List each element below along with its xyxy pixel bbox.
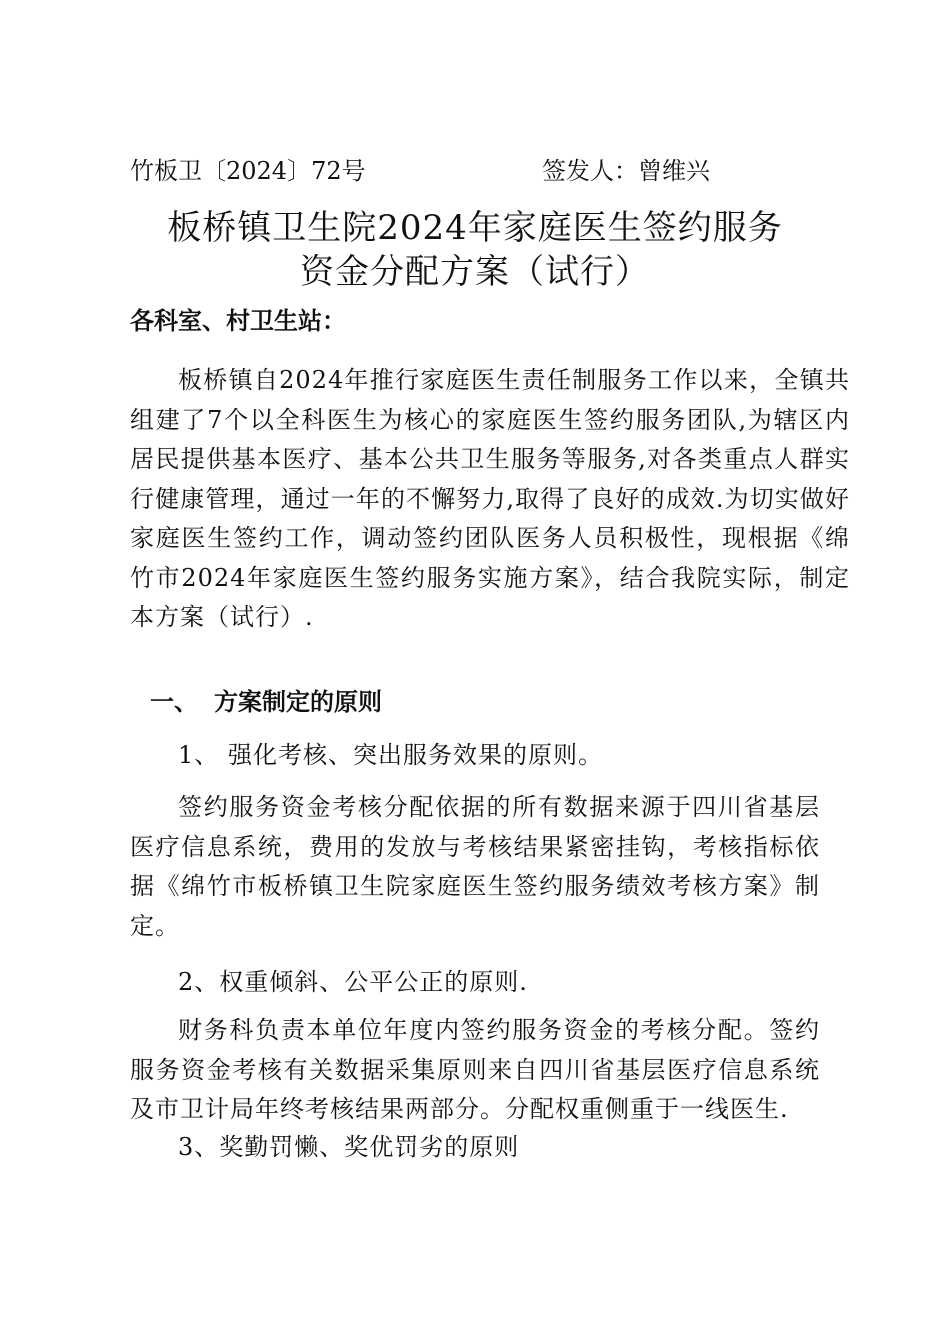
principle-1-title: 强化考核、突出服务效果的原则。: [228, 741, 603, 769]
principle-2-body: 财务科负责本单位年度内签约服务资金的考核分配。签约服务资金考核有关数据采集原则来自四川省基层医疗信息系统及市卫计局年终考核结果两部分。分配权重侧重于一线医生.: [130, 1016, 820, 1123]
addressee: 各科室、村卫生站：: [130, 307, 346, 335]
principle-3-heading: 3、奖勤罚懒、奖优罚劣的原则: [178, 1133, 520, 1161]
principle-2-heading: 2、权重倾斜、公平公正的原则.: [178, 968, 528, 996]
section-number: 一、: [150, 688, 198, 716]
intro-paragraph: [130, 361, 850, 638]
document-number: 竹板卫〔2024〕72号: [130, 157, 366, 185]
section-heading: [150, 687, 382, 717]
principle-1-number: 1、: [178, 741, 220, 769]
intro-text: 板桥镇自2024年推行家庭医生责任制服务工作以来，全镇共组建了7个以全科医生为核心的家庭医生签约服务团队,为辖区内居民提供基本医疗、基本公共卫生服务等服务,对各类重点人群实行健康管理，通过一年的不懈努力,取得了良好的成效.为切实做好家庭医生签约工作，调动签约团队医务人员积极性，现根据《绵竹市2024年家庭医生签约服务实施方案》，结合我院实际，制定本方案（试行）.: [130, 366, 850, 631]
principle-1-heading: [178, 740, 603, 770]
principle-1-paragraph: [130, 788, 820, 946]
document-title-line-2: 资金分配方案（试行）: [300, 252, 650, 292]
principle-1-body: 签约服务资金考核分配依据的所有数据来源于四川省基层医疗信息系统，费用的发放与考核结果紧密挂钩，考核指标依据《绵竹市板桥镇卫生院家庭医生签约服务绩效考核方案》制定。: [130, 793, 820, 940]
document-title-line-1: 板桥镇卫生院2024年家庭医生签约服务: [167, 208, 783, 248]
section-title: 方案制定的原则: [214, 688, 382, 716]
principle-2-paragraph: [130, 1011, 820, 1130]
signer: 签发人：曾维兴: [542, 157, 710, 185]
